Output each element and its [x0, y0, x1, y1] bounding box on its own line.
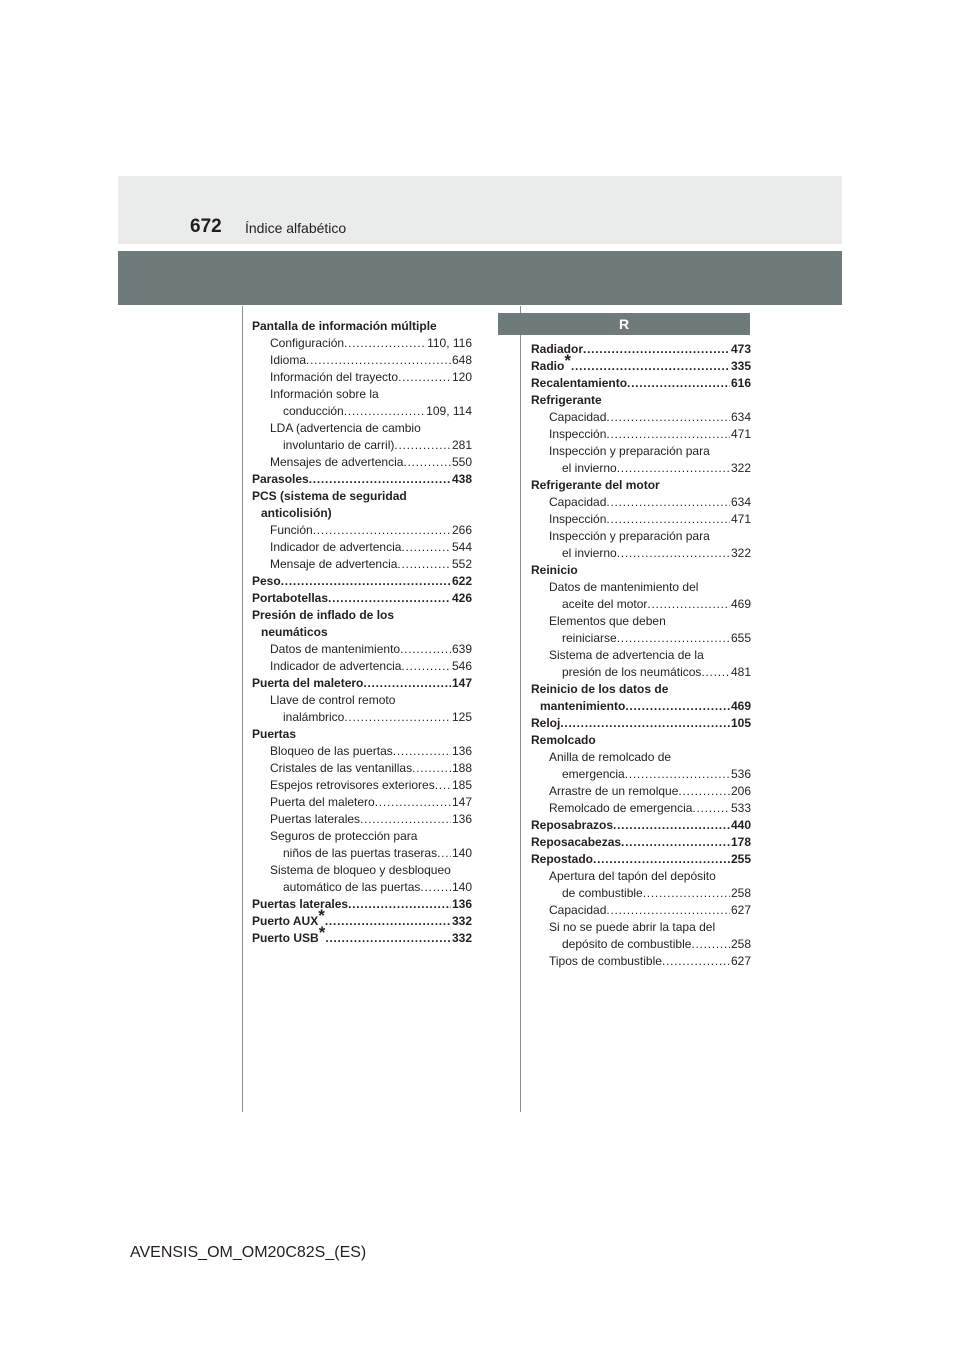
index-entry: [252, 862, 472, 879]
entry-page: 258: [730, 886, 751, 900]
index-entry: [531, 885, 751, 902]
entry-page: 136: [451, 897, 472, 911]
entry-page: 648: [451, 353, 472, 367]
entry-page: 136: [451, 812, 472, 826]
index-entry: [531, 375, 751, 392]
entry-page: 125: [451, 710, 472, 724]
index-entry: [252, 726, 472, 743]
index-entry: [252, 794, 472, 811]
entry-term: inalámbrico: [283, 710, 345, 724]
entry-term: mantenimiento: [540, 699, 626, 713]
index-entry: [531, 749, 751, 766]
entry-term: presión de los neumáticos: [562, 665, 702, 679]
dot-leader: [593, 851, 730, 868]
entry-term: involuntario de carril): [283, 438, 395, 452]
dot-leader: [420, 879, 451, 896]
entry-page: 473: [730, 342, 751, 356]
entry-term: reiniciarse: [562, 631, 617, 645]
index-entry: [531, 698, 751, 715]
entry-page: 332: [451, 914, 472, 928]
entry-page: 550: [451, 455, 472, 469]
index-entry: [252, 318, 472, 335]
entry-term: Refrigerante del motor: [531, 478, 660, 492]
entry-term: Reposacabezas: [531, 835, 622, 849]
column-divider-right: [520, 306, 521, 1112]
entry-page: 266: [451, 523, 472, 537]
dot-leader: [617, 545, 730, 562]
index-entry: [252, 845, 472, 862]
header-dark-band: [118, 251, 842, 305]
entry-term: Llave de control remoto: [270, 693, 396, 707]
dot-leader: [344, 335, 426, 352]
entry-page: 469: [730, 597, 751, 611]
dot-leader: [344, 709, 451, 726]
dot-leader: [643, 885, 730, 902]
index-entry: [252, 624, 472, 641]
dot-leader: [583, 341, 730, 358]
entry-term: Reinicio: [531, 563, 578, 577]
index-entry: [252, 709, 472, 726]
entry-page: 332: [451, 931, 472, 945]
index-column-right: [531, 341, 751, 970]
asterisk-mark: *: [318, 923, 326, 942]
entry-term: Reposabrazos: [531, 818, 614, 832]
index-entry: [252, 896, 472, 913]
dot-leader: [691, 936, 730, 953]
index-entry: [531, 732, 751, 749]
entry-term: Puertas laterales: [270, 812, 361, 826]
entry-term: el invierno: [562, 546, 617, 560]
entry-term: Puerta del maletero: [270, 795, 375, 809]
entry-term: Información sobre la: [270, 387, 379, 401]
index-entry: [252, 879, 472, 896]
dot-leader: [398, 369, 451, 386]
index-entry: [531, 681, 751, 698]
entry-page: 622: [451, 574, 472, 588]
index-entry: [252, 539, 472, 556]
index-entry: [252, 403, 472, 420]
index-entry: [252, 828, 472, 845]
index-entry: [531, 868, 751, 885]
index-entry: [531, 545, 751, 562]
index-entry: [531, 834, 751, 851]
dot-leader: [621, 834, 730, 851]
document-code: AVENSIS_OM_OM20C82S_(ES): [130, 1244, 367, 1261]
entry-term: aceite del motor: [562, 597, 648, 611]
entry-term: Apertura del tapón del depósito: [549, 869, 716, 883]
dot-leader: [647, 596, 730, 613]
entry-page: 140: [451, 846, 472, 860]
dot-leader: [606, 426, 730, 443]
entry-term: Capacidad: [549, 903, 607, 917]
dot-leader: [692, 800, 730, 817]
entry-term: Reinicio de los datos de: [531, 682, 669, 696]
dot-leader: [606, 409, 730, 426]
index-entry: [252, 573, 472, 590]
dot-leader: [625, 766, 730, 783]
dot-leader: [375, 794, 451, 811]
entry-term: PCS (sistema de seguridad: [252, 489, 407, 503]
entry-term: Bloqueo de las puertas: [270, 744, 393, 758]
entry-term: Parasoles: [252, 472, 309, 486]
entry-page: 639: [451, 642, 472, 656]
entry-page: 120: [451, 370, 472, 384]
dot-leader: [393, 743, 451, 760]
index-entry: [252, 420, 472, 437]
entry-term: Espejos retrovisores exteriores: [270, 778, 435, 792]
index-entry: [252, 607, 472, 624]
entry-page: 147: [451, 795, 472, 809]
index-entry: [252, 906, 472, 930]
entry-term: emergencia: [562, 767, 625, 781]
entry-term: Recalentamiento: [531, 376, 628, 390]
dot-leader: [571, 358, 730, 375]
entry-term: Indicador de advertencia: [270, 659, 402, 673]
dot-leader: [401, 539, 451, 556]
entry-page: 471: [730, 512, 751, 526]
index-entry: [531, 630, 751, 647]
dot-leader: [400, 641, 451, 658]
dot-leader: [363, 675, 451, 692]
index-entry: [531, 562, 751, 579]
dot-leader: [328, 590, 451, 607]
index-entry: [531, 494, 751, 511]
dot-leader: [325, 930, 451, 947]
index-entry: [252, 522, 472, 539]
entry-term: Puertas laterales: [252, 897, 349, 911]
index-entry: [252, 923, 472, 947]
index-entry: [531, 783, 751, 800]
entry-page: 255: [730, 852, 751, 866]
dot-leader: [397, 556, 451, 573]
dot-leader: [678, 783, 730, 800]
dot-leader: [625, 698, 730, 715]
index-entry: [252, 505, 472, 522]
entry-term: Datos de mantenimiento del: [549, 580, 699, 594]
entry-term: Sistema de advertencia de la: [549, 648, 704, 662]
entry-term: Pantalla de información múltiple: [252, 319, 437, 333]
index-entry: [252, 641, 472, 658]
index-entry: [252, 556, 472, 573]
entry-page: 426: [451, 591, 472, 605]
index-entry: [252, 369, 472, 386]
entry-term: el invierno: [562, 461, 617, 475]
dot-leader: [401, 658, 451, 675]
entry-page: 634: [730, 495, 751, 509]
index-entry: [531, 579, 751, 596]
entry-term: Inspección: [549, 512, 607, 526]
entry-term: Puerto USB: [252, 931, 319, 945]
entry-page: 627: [730, 954, 751, 968]
entry-page: 627: [730, 903, 751, 917]
index-entry: [531, 477, 751, 494]
entry-term: Repostado: [531, 852, 594, 866]
entry-term: neumáticos: [261, 625, 328, 639]
entry-term: Puerto AUX: [252, 914, 319, 928]
entry-term: automático de las puertas: [283, 880, 421, 894]
dot-leader: [701, 664, 730, 681]
entry-page: 322: [730, 546, 751, 560]
entry-page: 536: [730, 767, 751, 781]
entry-term: Configuración: [270, 336, 345, 350]
entry-term: Radio: [531, 359, 565, 373]
index-entry: [252, 777, 472, 794]
entry-page: 110, 116: [427, 336, 472, 350]
index-entry: [531, 817, 751, 834]
index-entry: [531, 851, 751, 868]
entry-page: 440: [730, 818, 751, 832]
entry-page: 109, 114: [426, 404, 472, 418]
entry-term: Remolcado: [531, 733, 596, 747]
dot-leader: [325, 913, 451, 930]
entry-page: 188: [451, 761, 472, 775]
dot-leader: [617, 630, 730, 647]
dot-leader: [412, 760, 451, 777]
dot-leader: [606, 511, 730, 528]
entry-page: 335: [730, 359, 751, 373]
entry-term: Inspección: [549, 427, 607, 441]
letter-badge: R: [498, 313, 750, 335]
index-entry: [531, 426, 751, 443]
entry-term: Datos de mantenimiento: [270, 642, 401, 656]
entry-term: Peso: [252, 574, 281, 588]
dot-leader: [613, 817, 730, 834]
index-entry: [531, 511, 751, 528]
entry-page: 655: [730, 631, 751, 645]
entry-page: 471: [730, 427, 751, 441]
entry-page: 469: [730, 699, 751, 713]
entry-term: Capacidad: [549, 495, 607, 509]
dot-leader: [403, 454, 451, 471]
asterisk-mark: *: [564, 351, 571, 370]
entry-page: 147: [451, 676, 472, 690]
dot-leader: [313, 522, 451, 539]
entry-term: Indicador de advertencia: [270, 540, 402, 554]
index-column-left: [252, 318, 472, 947]
entry-term: Portabotellas: [252, 591, 329, 605]
index-entry: [531, 953, 751, 970]
index-entry: [252, 760, 472, 777]
index-entry: [531, 664, 751, 681]
entry-page: 105: [730, 716, 751, 730]
entry-page: 185: [451, 778, 472, 792]
index-entry: [531, 460, 751, 477]
dot-leader: [606, 902, 730, 919]
page-number: 672: [190, 216, 222, 237]
index-entry: [531, 443, 751, 460]
index-entry: [252, 488, 472, 505]
entry-page: 546: [451, 659, 472, 673]
entry-term: Radiador: [531, 342, 584, 356]
entry-term: Elementos que deben: [549, 614, 666, 628]
dot-leader: [662, 953, 730, 970]
index-entry: [531, 647, 751, 664]
entry-term: niños de las puertas traseras: [283, 846, 438, 860]
dot-leader: [435, 777, 451, 794]
dot-leader: [360, 811, 451, 828]
index-entry: [252, 352, 472, 369]
entry-term: Arrastre de un remolque: [549, 784, 679, 798]
index-entry: [252, 658, 472, 675]
index-entry: [531, 409, 751, 426]
dot-leader: [627, 375, 730, 392]
index-entry: [531, 596, 751, 613]
entry-term: Puertas: [252, 727, 297, 741]
entry-page: 136: [451, 744, 472, 758]
dot-leader: [348, 896, 451, 913]
entry-term: conducción: [283, 404, 344, 418]
index-entry: [252, 811, 472, 828]
dot-leader: [309, 471, 451, 488]
entry-page: 634: [730, 410, 751, 424]
entry-term: Sistema de bloqueo y desbloqueo: [270, 863, 451, 877]
entry-page: 258: [730, 937, 751, 951]
entry-term: Inspección y preparación para: [549, 444, 710, 458]
entry-term: Si no se puede abrir la tapa del: [549, 920, 716, 934]
index-entry: [531, 800, 751, 817]
entry-term: Función: [270, 523, 313, 537]
entry-page: 552: [451, 557, 472, 571]
entry-term: Puerta del maletero: [252, 676, 364, 690]
entry-page: 481: [730, 665, 751, 679]
index-entry: [531, 351, 751, 375]
index-entry: [252, 454, 472, 471]
index-entry: [531, 392, 751, 409]
entry-term: Mensaje de advertencia: [270, 557, 398, 571]
index-entry: [252, 692, 472, 709]
entry-page: 438: [451, 472, 472, 486]
index-entry: [252, 590, 472, 607]
entry-term: Idioma: [270, 353, 307, 367]
index-entry: [252, 743, 472, 760]
index-entry: [531, 613, 751, 630]
asterisk-mark: *: [318, 906, 325, 925]
column-divider-left: [242, 306, 243, 1112]
dot-leader: [306, 352, 451, 369]
entry-term: Presión de inflado de los: [252, 608, 395, 622]
entry-page: 533: [730, 801, 751, 815]
index-entry: [531, 715, 751, 732]
entry-page: 140: [451, 880, 472, 894]
index-entry: [252, 471, 472, 488]
dot-leader: [617, 460, 730, 477]
section-title: Índice alfabético: [245, 220, 347, 236]
entry-term: Mensajes de advertencia: [270, 455, 404, 469]
entry-term: Tipos de combustible: [549, 954, 662, 968]
entry-term: Información del trayecto: [270, 370, 399, 384]
index-entry: [531, 936, 751, 953]
dot-leader: [344, 403, 425, 420]
entry-page: 178: [730, 835, 751, 849]
entry-term: Anilla de remolcado de: [549, 750, 672, 764]
index-entry: [252, 437, 472, 454]
entry-term: Cristales de las ventanillas: [270, 761, 413, 775]
entry-term: anticolisión): [261, 506, 332, 520]
index-entry: [531, 528, 751, 545]
entry-page: 544: [451, 540, 472, 554]
entry-term: Inspección y preparación para: [549, 529, 710, 543]
index-entry: [252, 335, 472, 352]
entry-term: de combustible: [562, 886, 643, 900]
dot-leader: [394, 437, 451, 454]
index-entry: [531, 766, 751, 783]
entry-term: depósito de combustible: [562, 937, 692, 951]
index-entry: [252, 386, 472, 403]
index-entry: [252, 675, 472, 692]
entry-page: 206: [730, 784, 751, 798]
dot-leader: [606, 494, 730, 511]
dot-leader: [560, 715, 730, 732]
dot-leader: [281, 573, 451, 590]
dot-leader: [437, 845, 451, 862]
entry-term: Remolcado de emergencia: [549, 801, 693, 815]
entry-term: Reloj: [531, 716, 561, 730]
entry-term: LDA (advertencia de cambio: [270, 421, 421, 435]
entry-term: Capacidad: [549, 410, 607, 424]
entry-page: 322: [730, 461, 751, 475]
entry-term: Refrigerante: [531, 393, 602, 407]
index-entry: [531, 902, 751, 919]
header-band: [118, 176, 842, 244]
entry-page: 616: [730, 376, 751, 390]
entry-term: Seguros de protección para: [270, 829, 418, 843]
entry-page: 281: [451, 438, 472, 452]
index-entry: [531, 919, 751, 936]
